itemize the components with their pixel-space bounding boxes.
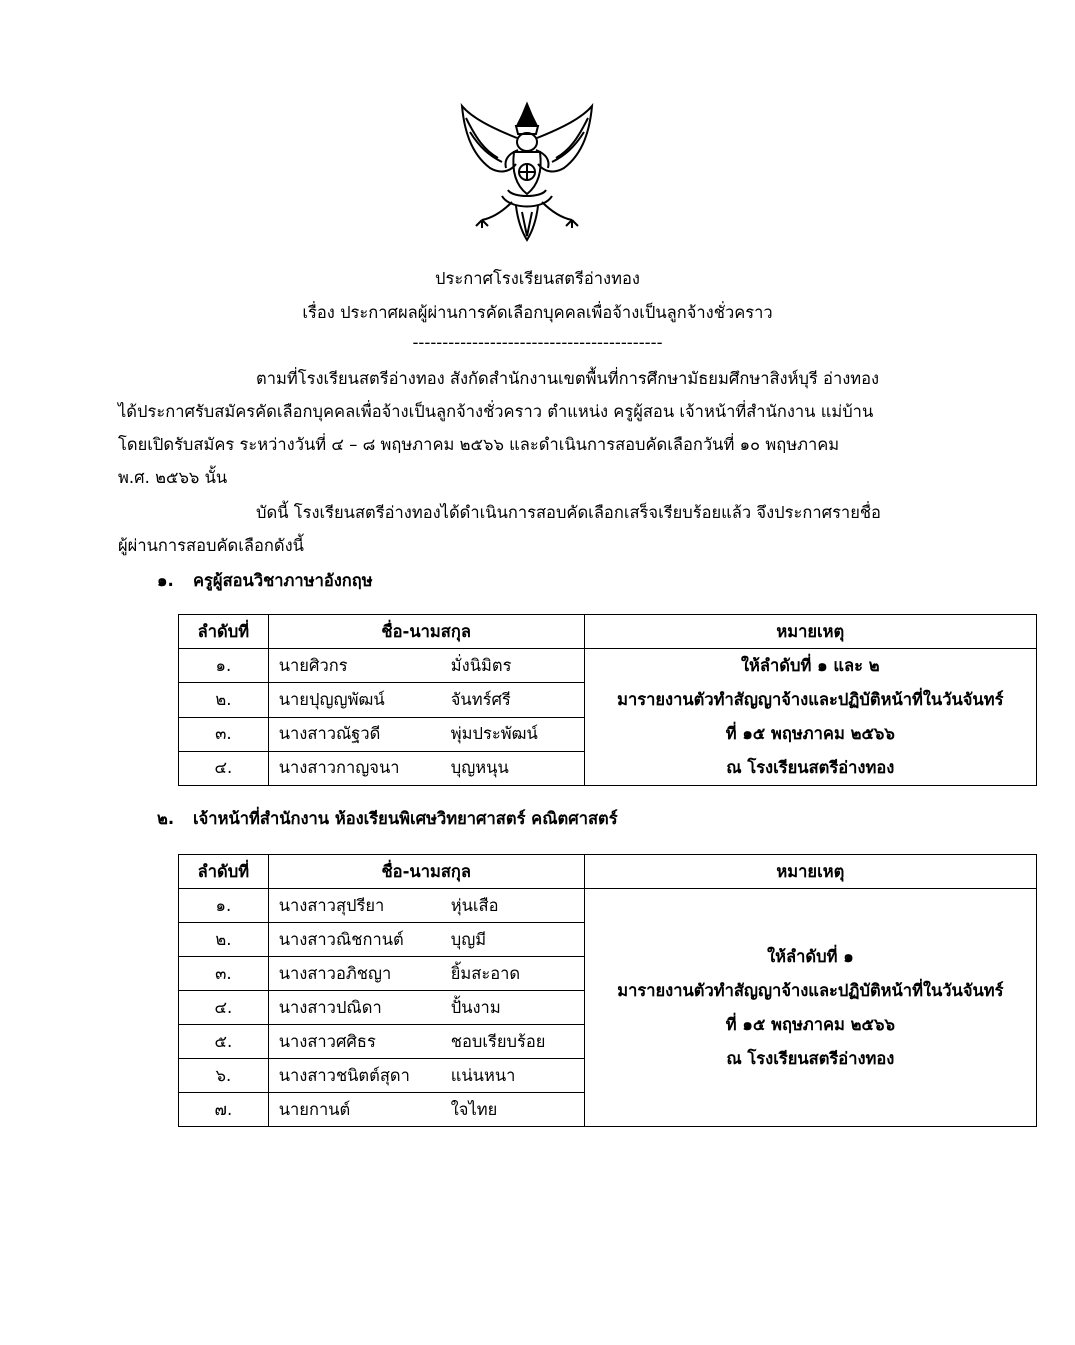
section1-number: ๑. xyxy=(157,571,174,590)
section1-title: ครูผู้สอนวิชาภาษาอังกฤษ xyxy=(193,571,373,590)
intro-paragraph xyxy=(118,362,958,494)
row-name: นางสาวณัฐวดี พุ่มประพัฒน์ xyxy=(268,717,584,751)
row-number: ๓. xyxy=(179,717,269,751)
row-number: ๗. xyxy=(179,1093,269,1127)
column-header-order: ลำดับที่ xyxy=(179,615,269,649)
result-line-2: ผู้ผ่านการสอบคัดเลือกดังนี้ xyxy=(118,536,304,555)
intro-line-1: ตามที่โรงเรียนสตรีอ่างทอง สังกัดสำนักงานเขตพื้นที่การศึกษามัธยมศึกษาสิงห์บุรี อ่างทอง xyxy=(256,369,880,388)
section2-heading xyxy=(157,806,618,832)
row-name: นางสาวชนิตต์สุดา แน่นหนา xyxy=(268,1059,584,1093)
result-line-1: บัดนี้ โรงเรียนสตรีอ่างทองได้ดำเนินการสอบคัดเลือกเสร็จเรียบร้อยแล้ว จึงประกาศรายชื่อ xyxy=(256,503,881,522)
row-number: ๔. xyxy=(179,751,269,785)
row-number: ๖. xyxy=(179,1059,269,1093)
row-number: ๕. xyxy=(179,1025,269,1059)
garuda-emblem-icon xyxy=(452,98,602,246)
column-header-order: ลำดับที่ xyxy=(179,855,269,889)
section2-table xyxy=(178,854,1037,1127)
section1-heading xyxy=(157,568,373,594)
row-name: นางสาวณิชกานต์ บุญมี xyxy=(268,923,584,957)
row-number: ๒. xyxy=(179,683,269,717)
row-number: ๓. xyxy=(179,957,269,991)
row-name: นายกานต์ ใจไทย xyxy=(268,1093,584,1127)
section2-number: ๒. xyxy=(157,809,175,828)
table-row xyxy=(179,889,1037,923)
row-name: นางสาวอภิชญา ยิ้มสะอาด xyxy=(268,957,584,991)
column-header-name: ชื่อ-นามสกุล xyxy=(268,855,584,889)
row-name: นางสาวศศิธร ชอบเรียบร้อย xyxy=(268,1025,584,1059)
row-number: ๑. xyxy=(179,889,269,923)
intro-line-2: ได้ประกาศรับสมัครคัดเลือกบุคคลเพื่อจ้างเป็นลูกจ้างชั่วคราว ตำแหน่ง ครูผู้สอน เจ้าหน้าที่สำนักงาน แม่บ้าน xyxy=(118,402,874,421)
row-number: ๔. xyxy=(179,991,269,1025)
intro-line-4: พ.ศ. ๒๕๖๖ นั้น xyxy=(118,468,228,487)
column-header-name: ชื่อ-นามสกุล xyxy=(268,615,584,649)
document-title: ประกาศโรงเรียนสตรีอ่างทอง xyxy=(435,269,640,288)
table-row xyxy=(179,649,1037,683)
section1-remark: ให้ลำดับที่ ๑ และ ๒ มารายงานตัวทำสัญญาจ้างและปฏิบัติหน้าที่ในวันจันทร์ ที่ ๑๕ พฤษภาคม ๒๕๖๖ ณ โรงเรียนสตรีอ่างทอง xyxy=(584,649,1036,786)
row-name: นางสาวกาญจนา บุญหนุน xyxy=(268,751,584,785)
column-header-remark: หมายเหตุ xyxy=(584,855,1036,889)
result-paragraph xyxy=(118,496,958,562)
row-name: นางสาวปณิดา ปั้นงาม xyxy=(268,991,584,1025)
row-number: ๒. xyxy=(179,923,269,957)
row-name: นายศิวกร มั่งนิมิตร xyxy=(268,649,584,683)
table-header-row xyxy=(179,855,1037,889)
column-header-remark: หมายเหตุ xyxy=(584,615,1036,649)
title-divider: ------------------------------------------ xyxy=(412,333,663,352)
table-header-row xyxy=(179,615,1037,649)
row-name: นางสาวสุปรียา หุ่นเสือ xyxy=(268,889,584,923)
document-subject: เรื่อง ประกาศผลผู้ผ่านการคัดเลือกบุคคลเพื่อจ้างเป็นลูกจ้างชั่วคราว xyxy=(302,303,773,322)
intro-line-3: โดยเปิดรับสมัคร ระหว่างวันที่ ๔ – ๘ พฤษภาคม ๒๕๖๖ และดำเนินการสอบคัดเลือกวันที่ ๑๐ พฤษภาคม xyxy=(118,435,840,454)
section1-table xyxy=(178,614,1037,786)
row-name: นายปุญญพัฒน์ จันทร์ศรี xyxy=(268,683,584,717)
section2-remark: ให้ลำดับที่ ๑ มารายงานตัวทำสัญญาจ้างและปฏิบัติหน้าที่ในวันจันทร์ ที่ ๑๕ พฤษภาคม ๒๕๖๖ ณ โรงเรียนสตรีอ่างทอง xyxy=(584,889,1036,1127)
row-number: ๑. xyxy=(179,649,269,683)
section2-title: เจ้าหน้าที่สำนักงาน ห้องเรียนพิเศษวิทยาศาสตร์ คณิตศาสตร์ xyxy=(193,809,618,828)
